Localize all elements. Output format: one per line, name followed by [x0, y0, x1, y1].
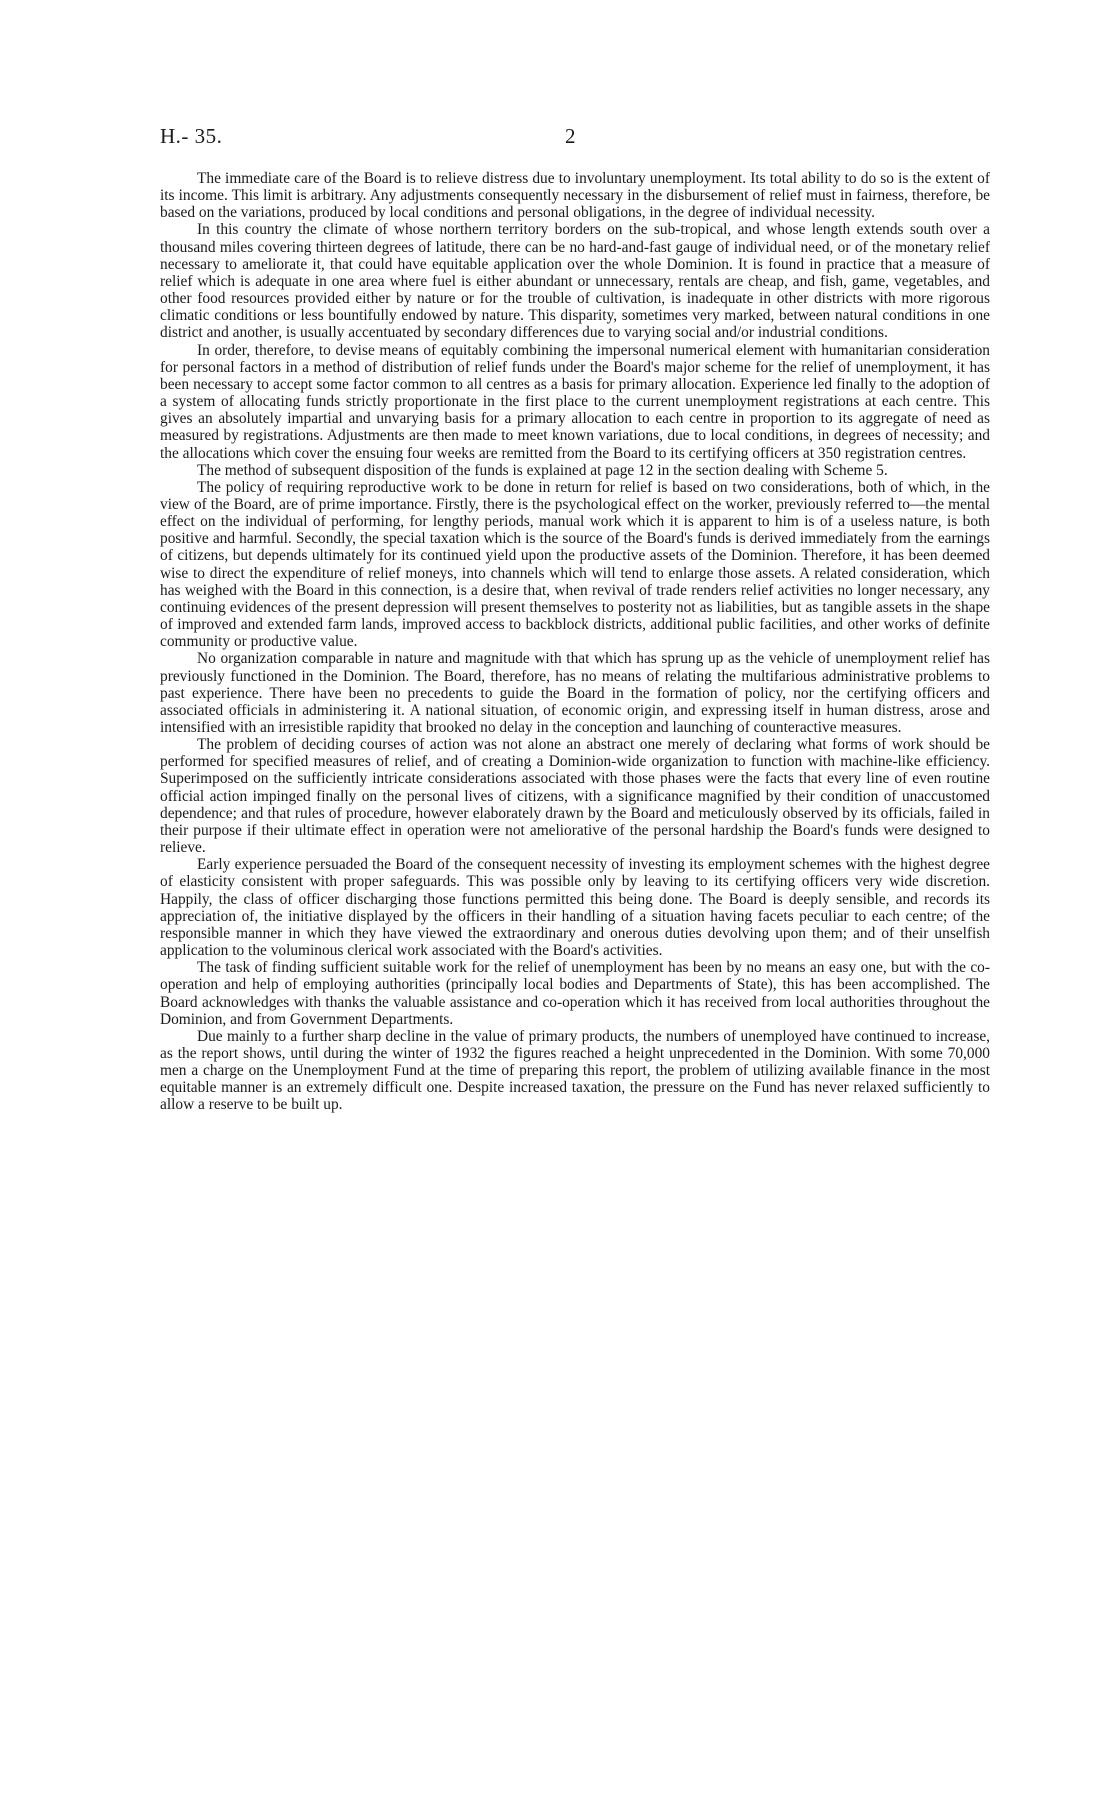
paragraph-1: The immediate care of the Board is to relieve distress due to involuntary unemployment. Its total ability to do so is the extent of its income. This limit is arbitrary. Any adjustments consequently necessary in the disbursement of relief must in fairness, therefore, be based on the variations, produced by local conditions and personal obligations, in the degree of individual necessity.	[160, 170, 990, 222]
paragraph-9: The task of finding sufficient suitable work for the relief of unemployment has been by no means an easy one, but with the co-operation and help of employing authorities (principally local bodies and Departments of State), this has been accomplished. The Board acknowledges with thanks the valuable assistance and co-operation which it has received from local authorities throughout the Dominion, and from Government Departments.	[160, 959, 990, 1028]
paragraph-10: Due mainly to a further sharp decline in the value of primary products, the numbers of unemployed have continued to increase, as the report shows, until during the winter of 1932 the figures reached a height unprecedented in the Dominion. With some 70,000 men a charge on the Unemployment Fund at the time of preparing this report, the problem of utilizing available finance in the most equitable manner is an extremely difficult one. Despite increased taxation, the pressure on the Fund has never relaxed sufficiently to allow a reserve to be built up.	[160, 1027, 990, 1114]
paragraph-5: The policy of requiring reproductive work to be done in return for relief is based on two considerations, both of which, in the view of the Board, are of prime importance. Firstly, there is the psychological effect on the worker, previously referred to—the mental effect on the individual of performing, for lengthy periods, manual work which it is apparent to him is of a useless nature, is both positive and harmful. Secondly, the special taxation which is the source of the Board's funds is derived immediately from the earnings of citizens, but depends ultimately for its continued yield upon the productive assets of the Dominion. Therefore, it has been deemed wise to direct the expenditure of relief moneys, into channels which will tend to enlarge those assets. A related consideration, which has weighed with the Board in this connection, is a desire that, when revival of trade renders relief activities no longer necessary, any continuing evidences of the present depression will present themselves to posterity not as liabilities, but as tangible assets in the shape of improved and extended farm lands, improved access to backblock districts, additional public facilities, and other works of definite community or productive value.	[160, 478, 990, 651]
paragraph-6: No organization comparable in nature and magnitude with that which has sprung up as the vehicle of unemployment relief has previously functioned in the Dominion. The Board, therefore, has no means of relating the multifarious administrative problems to past experience. There have been no precedents to guide the Board in the formation of policy, nor the certifying officers and associated officials in administering it. A national situation, of economic origin, and expressing itself in human distress, arose and intensified with an irresistible rapidity that brooked no delay in the conception and launching of counteractive measures.	[160, 650, 990, 736]
paragraph-2: In this country the climate of whose northern territory borders on the sub-tropical, and whose length extends south over a thousand miles covering thirteen degrees of latitude, there can be no hard-and-fast gauge of individual need, or of the monetary relief necessary to ameliorate it, that could have equitable application over the whole Dominion. It is found in practice that a measure of relief which is adequate in one area where fuel is either abundant or unnecessary, rentals are cheap, and fish, game, vegetables, and other food resources provided either by nature or for the trouble of cultivation, is inadequate in other districts with more rigorous climatic conditions or less bountifully endowed by nature. This disparity, sometimes very marked, between natural conditions in one district and another, is usually accentuated by secondary differences due to varying social and/or industrial conditions.	[160, 221, 990, 342]
paragraph-7: The problem of deciding courses of action was not alone an abstract one merely of declaring what forms of work should be performed for specified measures of relief, and of creating a Dominion-wide organization to function with machine-like efficiency. Superimposed on the sufficiently intricate considerations associated with those phases were the facts that every line of even routine official action impinged finally on the personal lives of citizens, with a significance magnified by their condition of unaccustomed dependence; and that rules of procedure, however elaborately drawn by the Board and meticulously observed by its officials, failed in their purpose if their ultimate effect in operation were not ameliorative of the personal hardship the Board's funds were designed to relieve.	[160, 736, 990, 857]
page-number: 2	[565, 124, 576, 148]
page-header	[160, 124, 990, 154]
paragraph-8: Early experience persuaded the Board of the consequent necessity of investing its employment schemes with the highest degree of elasticity consistent with proper safeguards. This was possible only by leaving to its certifying officers very wide discretion. Happily, the class of officer discharging those functions permitted this being done. The Board is deeply sensible, and records its appreciation of, the initiative displayed by the officers in their handling of a situation having facets peculiar to each centre; of the responsible manner in which they have viewed the extraordinary and onerous duties devolving upon them; and of their unselfish application to the voluminous clerical work associated with the Board's activities.	[160, 856, 990, 960]
document-reference: H.- 35.	[160, 124, 223, 148]
paragraph-4: The method of subsequent disposition of the funds is explained at page 12 in the section dealing with Scheme 5.	[197, 461, 888, 479]
body-text	[160, 170, 990, 1114]
paragraph-3: In order, therefore, to devise means of equitably combining the impersonal numerical element with humanitarian consideration for personal factors in a method of distribution of relief funds under the Board's major scheme for the relief of unemployment, it has been necessary to accept some factor common to all centres as a basis for primary allocation. Experience led finally to the adoption of a system of allocating funds strictly proportionate in the first place to the current unemployment registrations at each centre. This gives an absolutely impartial and unvarying basis for a primary allocation to each centre in proportion to its aggregate of need as measured by registrations. Adjustments are then made to meet known variations, due to local conditions, in degrees of necessity; and the allocations which cover the ensuing four weeks are remitted from the Board to its certifying officers at 350 registration centres.	[160, 341, 990, 462]
